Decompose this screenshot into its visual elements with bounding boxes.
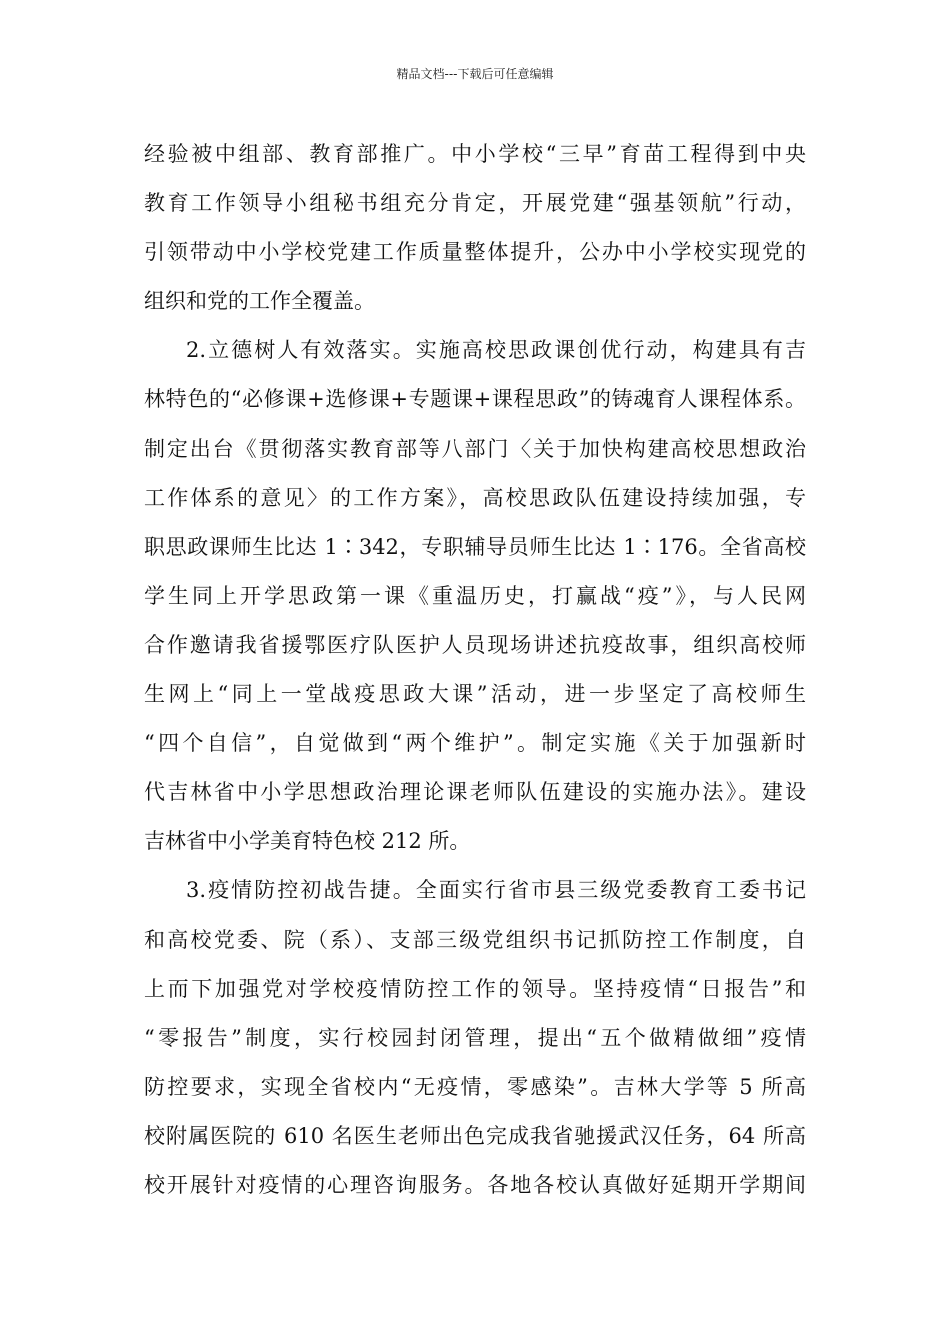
- text-line: 林特色的“必修课+选修课+专题课+课程思政”的铸魂育人课程体系。: [144, 387, 806, 412]
- text-line: “四个自信”，自觉做到“两个维护”。制定实施《关于加强新时: [144, 731, 806, 756]
- text-line: 代吉林省中小学思想政治理论课老师队伍建设的实施办法》。建设: [144, 780, 806, 805]
- text-line: 2.立德树人有效落实。实施高校思政课创优行动，构建具有吉: [186, 338, 806, 363]
- text-line: 工作体系的意见〉的工作方案》，高校思政队伍建设持续加强，专: [144, 485, 806, 510]
- text-line: 上而下加强党对学校疫情防控工作的领导。坚持疫情“日报告”和: [144, 976, 806, 1001]
- text-line: 合作邀请我省援鄂医疗队医护人员现场讲述抗疫故事，组织高校师: [144, 632, 806, 657]
- text-line: 校附属医院的 610 名医生老师出色完成我省驰援武汉任务，64 所高: [144, 1123, 806, 1148]
- text-line: 制定出台《贯彻落实教育部等八部门〈关于加快构建高校思想政治: [144, 436, 806, 461]
- text-line: 职思政课师生比达 1∶342，专职辅导员师生比达 1∶176。全省高校: [144, 534, 806, 559]
- text-line: 生网上“同上一堂战疫思政大课”活动，进一步坚定了高校师生: [144, 682, 806, 707]
- text-line: “零报告”制度，实行校园封闭管理，提出“五个做精做细”疫情: [144, 1025, 806, 1050]
- text-line: 学生同上开学思政第一课《重温历史，打赢战“疫”》，与人民网: [144, 583, 806, 608]
- text-line: 引领带动中小学校党建工作质量整体提升，公办中小学校实现党的: [144, 240, 806, 265]
- text-line: 教育工作领导小组秘书组充分肯定，开展党建“强基领航”行动，: [144, 191, 806, 216]
- text-line: 3.疫情防控初战告捷。全面实行省市县三级党委教育工委书记: [186, 878, 806, 903]
- body-text: [144, 130, 806, 1210]
- text-line: 和高校党委、院（系）、支部三级党组织书记抓防控工作制度，自: [144, 927, 806, 952]
- text-line: 防控要求，实现全省校内“无疫情，零感染”。吉林大学等 5 所高: [144, 1074, 806, 1099]
- text-line: 组织和党的工作全覆盖。: [144, 289, 375, 314]
- page-header: 精品文档---下载后可任意编辑: [396, 67, 554, 81]
- text-line: 校开展针对疫情的心理咨询服务。各地各校认真做好延期开学期间: [144, 1172, 806, 1197]
- text-line: 经验被中组部、教育部推广。中小学校“三早”育苗工程得到中央: [144, 142, 806, 166]
- text-line: 吉林省中小学美育特色校 212 所。: [144, 829, 471, 854]
